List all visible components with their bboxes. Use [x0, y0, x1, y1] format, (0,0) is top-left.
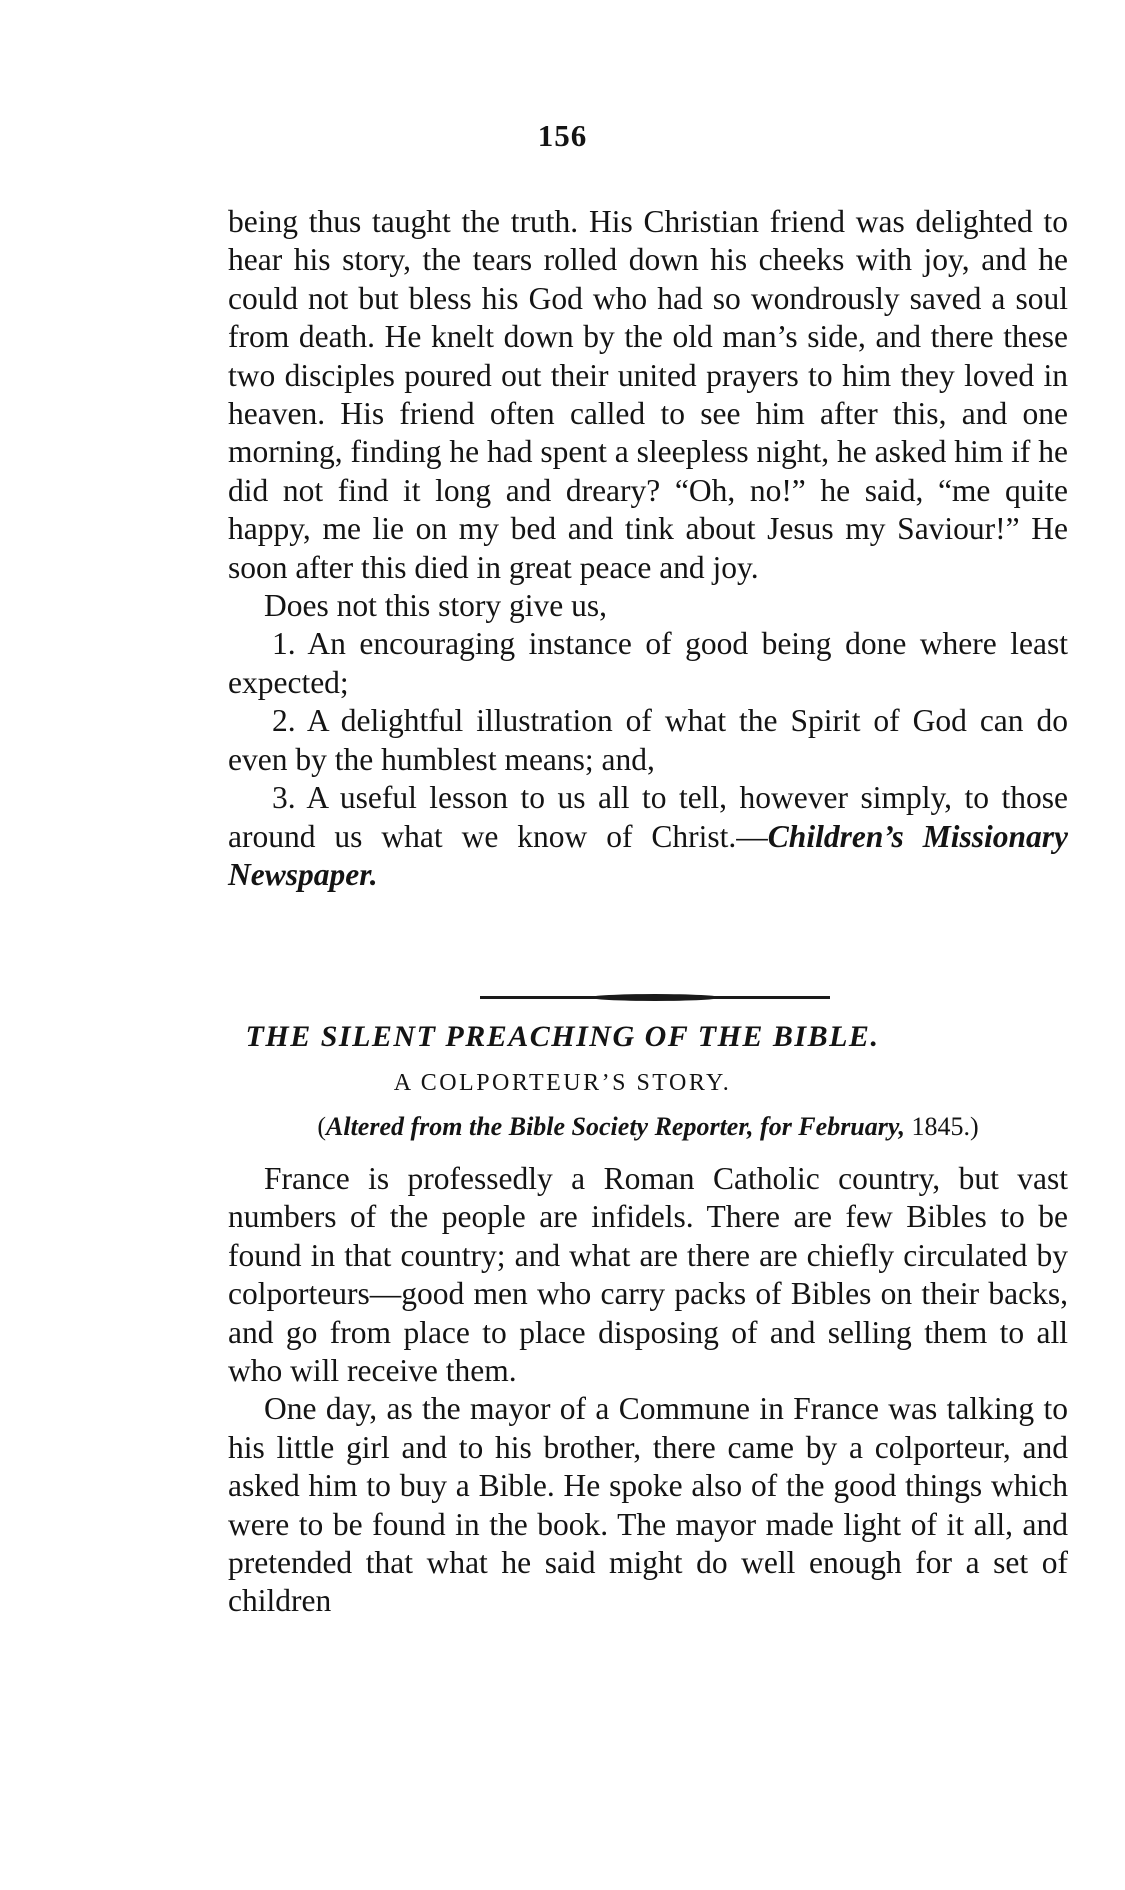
source-note-year: 1845.) [911, 1112, 979, 1141]
section-divider-rule [480, 996, 830, 999]
list-item-1: 1. An encouraging instance of good being done where least expected; [228, 626, 1068, 700]
page-number: 156 [537, 118, 588, 153]
article-body [228, 1160, 1068, 1621]
article-subtitle: A COLPORTEUR’S STORY. [393, 1070, 732, 1096]
article-source-note [228, 1112, 1068, 1142]
source-open-paren: ( [317, 1112, 327, 1141]
source-note-text: Altered from the Bible Society Reporter, for February, [326, 1112, 905, 1141]
story-conclusion-paragraph: being thus taught the truth. His Christian friend was delighted to hear his story, the tears rolled down his cheeks with joy, and he could not but bless his God who had so wondrously saved a soul from death. He knelt down by the old man’s side, and there these two disciples poured out their united prayers to him they loved in heaven. His friend often called to see him after this, and one morning, finding he had spent a sleepless night, he asked him if he did not find it long and dreary? “Oh, no!” he said, “me quite happy, me lie on my bed and tink about Jesus my Saviour!” He soon after this died in great peace and joy. [228, 204, 1068, 585]
article-title: THE SILENT PREACHING OF THE BIBLE. [245, 1020, 880, 1053]
article-paragraph-2: One day, as the mayor of a Commune in France was talking to his little girl and to his brother, there came by a colporteur, and asked him to buy a Bible. He spoke also of the good things which were to be found in the book. The mayor made light of it all, and pretended that what he said might do well enough for a set of children [228, 1391, 1068, 1619]
source-credit: Children’s Missionary Newspaper. [228, 818, 1068, 892]
article-paragraph-1: France is professedly a Roman Catholic country, but vast numbers of the people are infidels. There are few Bibles to be found in that country; and what are there are chiefly circulated by colporteurs—good men who carry packs of Bibles on their backs, and go from place to place disposing of and selling them to all who will receive them. [228, 1161, 1068, 1389]
list-item-3 [228, 779, 1068, 894]
list-item-3-text: 3. A useful lesson to us all to tell, however simply, to those around us what we know of Christ.— [228, 780, 1068, 854]
list-item-2: 2. A delightful illustration of what the Spirit of God can do even by the humblest means; and, [228, 703, 1068, 777]
list-intro: Does not this story give us, [264, 588, 607, 624]
previous-story-section [228, 203, 1068, 894]
